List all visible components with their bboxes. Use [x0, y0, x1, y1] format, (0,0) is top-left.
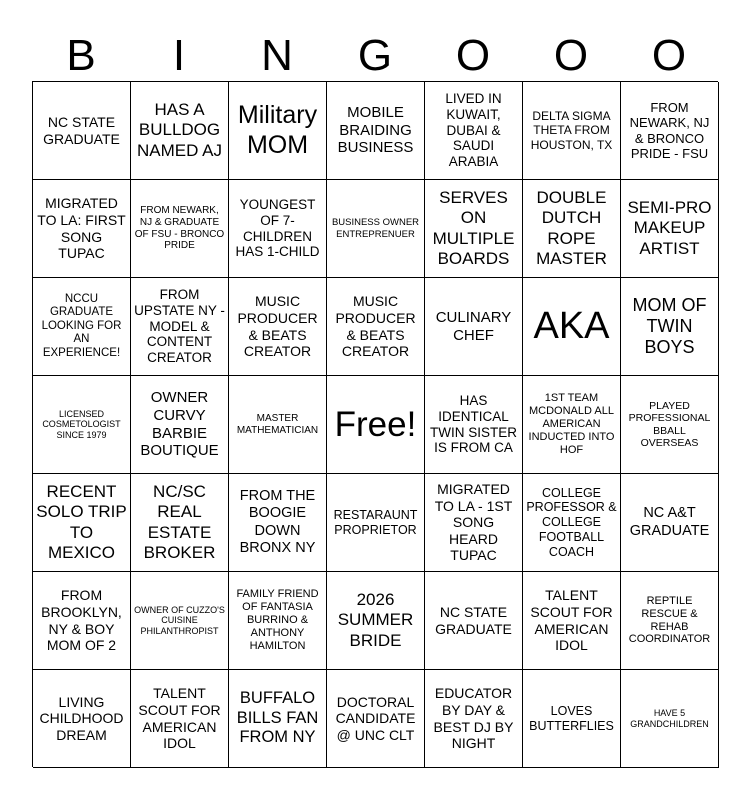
- bingo-square[interactable]: CULINARY CHEF: [425, 278, 523, 376]
- bingo-square[interactable]: NCCU GRADUATE LOOKING FOR AN EXPERIENCE!: [33, 278, 131, 376]
- header-letter-o-2: O: [553, 31, 589, 80]
- bingo-square[interactable]: FROM NEWARK, NJ & BRONCO PRIDE - FSU: [621, 82, 719, 180]
- bingo-square[interactable]: DOCTORAL CANDIDATE @ UNC CLT: [327, 670, 425, 768]
- bingo-square[interactable]: BUSINESS OWNER ENTREPRENUER: [327, 180, 425, 278]
- header-letter-b: B: [66, 31, 96, 80]
- bingo-square[interactable]: NC STATE GRADUATE: [425, 572, 523, 670]
- bingo-square[interactable]: MASTER MATHEMATICIAN: [229, 376, 327, 474]
- bingo-square[interactable]: FROM NEWARK, NJ & GRADUATE OF FSU - BRONCO PRIDE: [131, 180, 229, 278]
- header-letter-o-3: O: [651, 31, 687, 80]
- header-letter-g: G: [357, 31, 393, 80]
- bingo-card-grid: [32, 81, 718, 767]
- bingo-square[interactable]: MUSIC PRODUCER & BEATS CREATOR: [327, 278, 425, 376]
- bingo-square[interactable]: MUSIC PRODUCER & BEATS CREATOR: [229, 278, 327, 376]
- bingo-square[interactable]: REPTILE RESCUE & REHAB COORDINATOR: [621, 572, 719, 670]
- bingo-square[interactable]: LIVED IN KUWAIT, DUBAI & SAUDI ARABIA: [425, 82, 523, 180]
- bingo-square[interactable]: MOBILE BRAIDING BUSINESS: [327, 82, 425, 180]
- bingo-square[interactable]: TALENT SCOUT FOR AMERICAN IDOL: [523, 572, 621, 670]
- bingo-square[interactable]: HAS IDENTICAL TWIN SISTER IS FROM CA: [425, 376, 523, 474]
- header-letter-i: I: [172, 31, 186, 80]
- bingo-square[interactable]: HAS A BULLDOG NAMED AJ: [131, 82, 229, 180]
- bingo-square[interactable]: MIGRATED TO LA - 1ST SONG HEARD TUPAC: [425, 474, 523, 572]
- bingo-square[interactable]: FROM BROOKLYN, NY & BOY MOM OF 2: [33, 572, 131, 670]
- bingo-square[interactable]: MIGRATED TO LA: FIRST SONG TUPAC: [33, 180, 131, 278]
- bingo-square[interactable]: RECENT SOLO TRIP TO MEXICO: [33, 474, 131, 572]
- bingo-square[interactable]: AKA: [523, 278, 621, 376]
- bingo-square[interactable]: EDUCATOR BY DAY & BEST DJ BY NIGHT: [425, 670, 523, 768]
- bingo-square[interactable]: LICENSED COSMETOLOGIST SINCE 1979: [33, 376, 131, 474]
- bingo-square[interactable]: NC/SC REAL ESTATE BROKER: [131, 474, 229, 572]
- bingo-square[interactable]: OWNER OF CUZZO'S CUISINE PHILANTHROPIST: [131, 572, 229, 670]
- bingo-square[interactable]: FAMILY FRIEND OF FANTASIA BURRINO & ANTHONY HAMILTON: [229, 572, 327, 670]
- bingo-square[interactable]: FROM THE BOOGIE DOWN BRONX NY: [229, 474, 327, 572]
- bingo-square[interactable]: YOUNGEST OF 7-CHILDREN HAS 1-CHILD: [229, 180, 327, 278]
- bingo-square[interactable]: OWNER CURVY BARBIE BOUTIQUE: [131, 376, 229, 474]
- bingo-square[interactable]: FROM UPSTATE NY - MODEL & CONTENT CREATOR: [131, 278, 229, 376]
- bingo-square[interactable]: PLAYED PROFESSIONAL BBALL OVERSEAS: [621, 376, 719, 474]
- free-space[interactable]: Free!: [327, 376, 425, 474]
- header-letter-o-1: O: [455, 31, 491, 80]
- bingo-square[interactable]: RESTARAUNT PROPRIETOR: [327, 474, 425, 572]
- bingo-square[interactable]: NC STATE GRADUATE: [33, 82, 131, 180]
- bingo-square[interactable]: 2026 SUMMER BRIDE: [327, 572, 425, 670]
- bingo-square[interactable]: SEMI-PRO MAKEUP ARTIST: [621, 180, 719, 278]
- bingo-square[interactable]: LIVING CHILDHOOD DREAM: [33, 670, 131, 768]
- bingo-square[interactable]: SERVES ON MULTIPLE BOARDS: [425, 180, 523, 278]
- bingo-square[interactable]: Military MOM: [229, 82, 327, 180]
- bingo-square[interactable]: DELTA SIGMA THETA FROM HOUSTON, TX: [523, 82, 621, 180]
- bingo-square[interactable]: HAVE 5 GRANDCHILDREN: [621, 670, 719, 768]
- bingo-square[interactable]: 1ST TEAM MCDONALD ALL AMERICAN INDUCTED INTO HOF: [523, 376, 621, 474]
- bingo-square[interactable]: LOVES BUTTERFLIES: [523, 670, 621, 768]
- bingo-square[interactable]: BUFFALO BILLS FAN FROM NY: [229, 670, 327, 768]
- bingo-square[interactable]: NC A&T GRADUATE: [621, 474, 719, 572]
- bingo-square[interactable]: DOUBLE DUTCH ROPE MASTER: [523, 180, 621, 278]
- bingo-header: [32, 30, 718, 82]
- header-letter-n: N: [261, 31, 293, 80]
- bingo-square[interactable]: TALENT SCOUT FOR AMERICAN IDOL: [131, 670, 229, 768]
- bingo-square[interactable]: COLLEGE PROFESSOR & COLLEGE FOOTBALL COACH: [523, 474, 621, 572]
- bingo-square[interactable]: MOM OF TWIN BOYS: [621, 278, 719, 376]
